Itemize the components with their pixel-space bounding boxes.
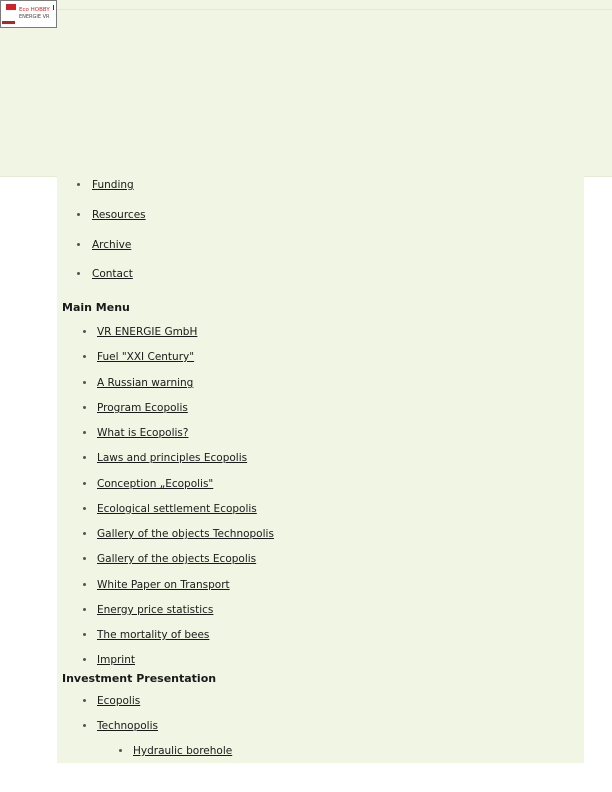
bullet-icon [83,507,86,510]
logo-text-line2: ENERGIE VR [19,14,50,20]
bullet-icon [77,213,80,216]
bullet-icon [119,749,122,752]
menu-item-contact[interactable]: Contact [92,268,133,280]
menu-item-conception[interactable]: Conception „Ecopolis" [97,478,214,490]
menu-item-archive[interactable]: Archive [92,239,132,251]
bullet-icon [77,183,80,186]
investment-heading: Investment Presentation [62,672,217,685]
bullet-icon [77,272,80,275]
logo-text-line1: Eco HOBBY [19,7,50,13]
menu-item-hydraulic-borehole[interactable]: Hydraulic borehole [133,745,233,757]
menu-item-ecological-settlement[interactable]: Ecological settlement Ecopolis [97,503,257,515]
bullet-icon [83,633,86,636]
header-banner [0,0,612,177]
menu-item-technopolis[interactable]: Technopolis [97,720,158,732]
bullet-icon [83,658,86,661]
header-divider [0,9,612,10]
site-logo[interactable] [0,0,57,28]
menu-item-program-ecopolis[interactable]: Program Ecopolis [97,402,188,414]
menu-item-what-is-ecopolis[interactable]: What is Ecopolis? [97,427,189,439]
menu-item-vr-energie[interactable]: VR ENERGIE GmbH [97,326,198,338]
bullet-icon [83,406,86,409]
bullet-icon [83,699,86,702]
bullet-icon [83,482,86,485]
menu-item-fuel[interactable]: Fuel "XXI Century" [97,351,195,363]
logo-mark [53,5,54,10]
menu-item-white-paper[interactable]: White Paper on Transport [97,579,230,591]
flag-icon [6,4,16,10]
menu-item-resources[interactable]: Resources [92,209,146,221]
menu-item-laws-principles[interactable]: Laws and principles Ecopolis [97,452,248,464]
main-menu-heading: Main Menu [62,301,130,314]
bullet-icon [83,381,86,384]
menu-item-energy-price[interactable]: Energy price statistics [97,604,214,616]
bullet-icon [83,330,86,333]
bullet-icon [83,431,86,434]
menu-item-funding[interactable]: Funding [92,179,134,191]
bullet-icon [83,532,86,535]
logo-stripe [2,21,15,24]
bullet-icon [83,355,86,358]
bullet-icon [77,243,80,246]
menu-item-gallery-technopolis[interactable]: Gallery of the objects Technopolis [97,528,274,540]
menu-item-imprint[interactable]: Imprint [97,654,135,666]
menu-item-gallery-ecopolis[interactable]: Gallery of the objects Ecopolis [97,553,257,565]
menu-item-ecopolis[interactable]: Ecopolis [97,695,141,707]
menu-item-russian-warning[interactable]: A Russian warning [97,377,194,389]
menu-item-mortality-bees[interactable]: The mortality of bees [97,629,210,641]
bullet-icon [83,456,86,459]
bullet-icon [83,557,86,560]
bullet-icon [83,583,86,586]
bullet-icon [83,608,86,611]
bullet-icon [83,724,86,727]
